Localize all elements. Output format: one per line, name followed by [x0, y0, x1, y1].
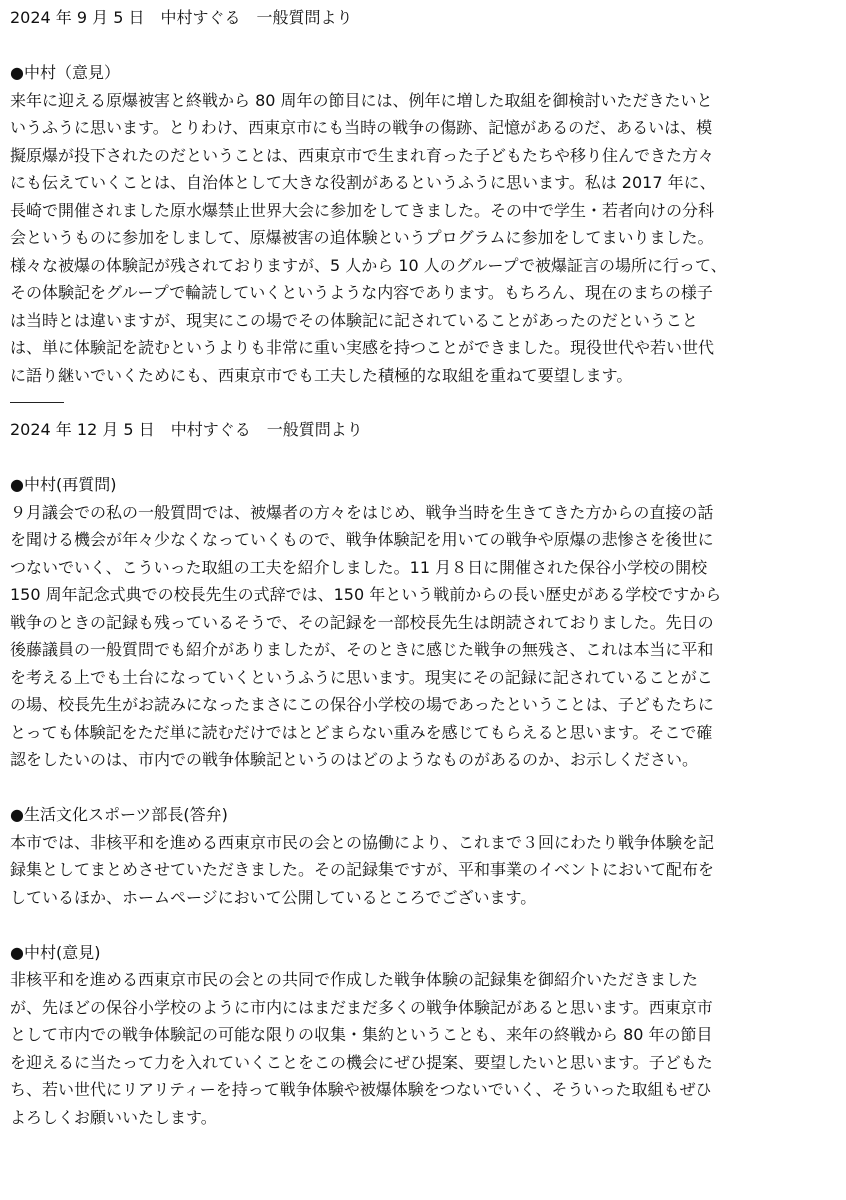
paragraph-line: にも伝えていくことは、自治体として大きな役割があるというふうに思います。私は 2017 年に、 [10, 173, 716, 192]
paragraph-line: ９月議会での私の一般質問では、被爆者の方々をはじめ、戦争当時を生きてきた方からの直接の話 [10, 502, 714, 522]
paragraph-line: に語り継いでいくためにも、西東京市でも工夫した積極的な取組を重ねて要望します。 [10, 365, 633, 385]
blank-line [10, 911, 836, 939]
paragraph-line: 本市では、非核平和を進める西東京市民の会との協働により、これまで３回にわたり戦争体験を記 [10, 832, 715, 852]
blank-line [10, 444, 836, 472]
paragraph-line: の場、校長先生がお読みになったまさにこの保谷小学校の場であったということは、子どもたちに [10, 695, 714, 714]
paragraph-line: 戦争のときの記録も残っているそうで、その記録を一部校長先生は朗読されておりました。先日の [10, 612, 714, 632]
paragraph-line: ち、若い世代にリアリティーを持って戦争体験や被爆体験をつないでいく、そういった取組もぜひ [10, 1080, 712, 1099]
paragraph-line: つないでいく、こういった取組の工夫を紹介しました。11 月８日に開催された保谷小学校の開校 [10, 557, 708, 577]
paragraph-line: は当時とは違いますが、現実にこの場でその体験記に記されていることがあったのだということ [10, 310, 698, 330]
paragraph-line: 非核平和を進める西東京市民の会との共同で作成した戦争体験の記録集を御紹介いただきました [10, 970, 699, 989]
paragraph-line: しているほか、ホームページにおいて公開しているところでございます。 [10, 887, 537, 907]
paragraph-line: として市内での戦争体験記の可能な限りの収集・集約ということも、来年の終戦から 80 年の節目 [10, 1025, 713, 1044]
speaker-label: ●中村（意見） [10, 63, 120, 82]
paragraph-line: よろしくお願いいたします。 [10, 1107, 217, 1127]
section-2-block-3 [10, 939, 836, 1132]
paragraph-line: その体験記をグループで輪読していくというような内容であります。もちろん、現在のまちの様子 [10, 283, 713, 302]
blank-line [10, 774, 836, 802]
paragraph-line: 150 周年記念式典での校長先生の式辞では、150 年という戦前からの長い歴史がある学校ですから [10, 585, 722, 604]
paragraph-line: を聞ける機会が年々少なくなっていくもので、戦争体験記を用いての戦争や原爆の悲惨さを後世に [10, 530, 714, 549]
section-1-heading: 2024 年 9 月 5 日 中村すぐる 一般質問より [10, 8, 353, 27]
paragraph-line: を迎えるに当たって力を入れていくことをこの機会にぜひ提案、要望したいと思います。子どもた [10, 1052, 713, 1072]
speaker-label: ●中村(再質問) [10, 475, 117, 494]
paragraph-line: 様々な被爆の体験記が残されておりますが、5 人から 10 人のグループで被爆証言の場所に行って、 [10, 255, 727, 275]
paragraph-line: いうふうに思います。とりわけ、西東京市にも当時の戦争の傷跡、記憶があるのだ、あるいは、模 [10, 118, 713, 137]
paragraph-line: を考える上でも土台になっていくというふうに思います。現実にその記録に記されていることがこ [10, 667, 713, 687]
paragraph-line: とっても体験記をただ単に読むだけではとどまらない重みを感じてもらえると思います。そこで確 [10, 722, 713, 742]
section-1-block-1 [10, 59, 836, 389]
section-2-heading: 2024 年 12 月 5 日 中村すぐる 一般質問より [10, 420, 363, 439]
paragraph-line: が、先ほどの保谷小学校のように市内にはまだまだ多くの戦争体験記があると思います。西東京市 [10, 997, 713, 1017]
paragraph-line: 後藤議員の一般質問でも紹介がありましたが、そのときに感じた戦争の無残さ、これは本当に平和 [10, 640, 714, 659]
section-2-block-2 [10, 801, 836, 911]
paragraph-line: 擬原爆が投下されたのだということは、西東京市で生まれ育った子どもたちや移り住んできた方々 [10, 145, 715, 165]
section-divider [10, 402, 64, 403]
paragraph-line: 長崎で開催されました原水爆禁止世界大会に参加をしてきました。その中で学生・若者向けの分科 [10, 200, 715, 220]
paragraph-line: 来年に迎える原爆被害と終戦から 80 周年の節目には、例年に増した取組を御検討いただきたいと [10, 90, 713, 110]
paragraph-line: 認をしたいのは、市内での戦争体験記というのはどのようなものがあるのか、お示しください。 [10, 750, 699, 769]
paragraph-line: 会というものに参加をしまして、原爆被害の追体験というプログラムに参加をしてまいりました。 [10, 228, 714, 247]
speaker-label: ●生活文化スポーツ部長(答弁) [10, 805, 228, 824]
paragraph-line: は、単に体験記を読むというよりも非常に重い実感を持つことができました。現役世代や若い世代 [10, 338, 715, 357]
speaker-label: ●中村(意見) [10, 942, 101, 962]
section-2-block-1 [10, 471, 836, 774]
blank-line [10, 32, 836, 60]
paragraph-line: 録集としてまとめさせていただきました。その記録集ですが、平和事業のイベントにおいて配布を [10, 860, 715, 879]
